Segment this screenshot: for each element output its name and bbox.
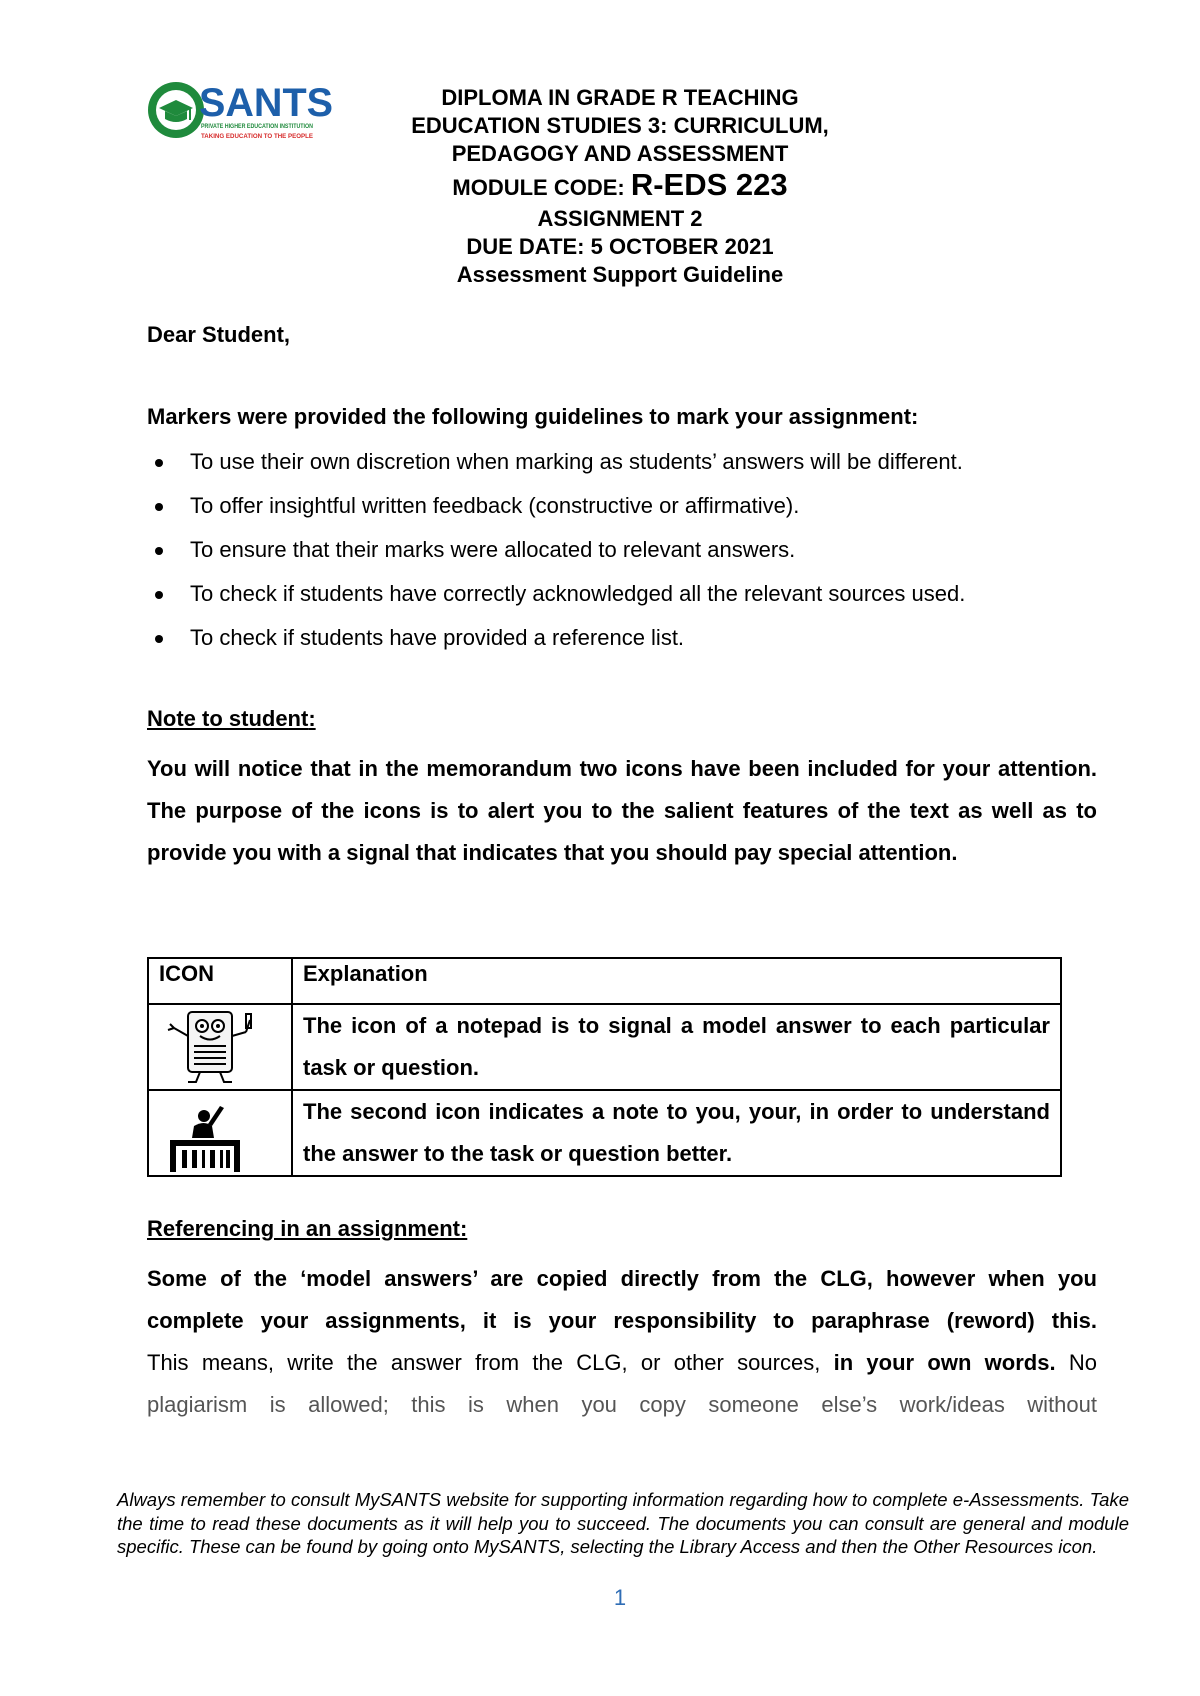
referencing-line: complete your assignments, it is your responsibility to paraphrase (reword) this. [147, 1308, 1097, 1333]
student-at-desk-icon [150, 1092, 270, 1174]
table-cell-icon [148, 1090, 292, 1176]
note-paragraph: You will notice that in the memorandum two icons have been included for your attention. The purpose of the icons is to alert you to the salient features of the text as well as to provide you with a signal that indicates that you should pay special attention. [147, 756, 1097, 865]
sants-logo [145, 78, 335, 148]
header-programme: DIPLOMA IN GRADE R TEACHING [441, 85, 799, 110]
logo-tagline-bottom: TAKING EDUCATION TO THE PEOPLE [201, 134, 313, 140]
header-module-code [330, 168, 910, 205]
table-cell-explanation: The icon of a notepad is to signal a model answer to each particular task or question. [292, 1004, 1061, 1090]
list-item [147, 624, 1097, 668]
bullet-icon [155, 503, 163, 511]
referencing-emphasis: in your own words. [833, 1350, 1056, 1375]
footer-note: Always remember to consult MySANTS website for supporting information regarding how to complete e-Assessments. Take the time to read these documents as it will help you to succeed. The documents you can consult are general and module specific. These can be found by going onto MySANTS, selecting the Library Access and then the Other Resources icon. [117, 1489, 1129, 1557]
table-header-icon: ICON [148, 958, 292, 1004]
referencing-heading: Referencing in an assignment: [147, 1216, 468, 1241]
table-cell-icon [148, 1004, 292, 1090]
header-assignment: ASSIGNMENT 2 [537, 206, 703, 231]
referencing-line-text: This means, write the answer from the CLG, or other sources, [147, 1350, 834, 1375]
bullet-icon [155, 459, 163, 467]
list-item [147, 448, 1097, 492]
list-item [147, 580, 1097, 624]
bullet-icon [155, 635, 163, 643]
greeting: Dear Student, [147, 322, 291, 347]
list-item-text: To check if students have provided a reference list. [190, 625, 685, 650]
module-code-label: MODULE CODE: [452, 175, 631, 200]
logo-wordmark: SANTS [199, 81, 333, 125]
header-guideline: Assessment Support Guideline [456, 262, 784, 287]
note-heading-text: Note to student [147, 706, 309, 731]
referencing-line: Some of the ‘model answers’ are copied directly from the CLG, however when you [147, 1266, 1097, 1291]
referencing-line-text: No [1055, 1350, 1097, 1375]
table-header-row [148, 958, 1061, 1004]
logo-tagline-top: PRIVATE HIGHER EDUCATION INSTITUTION [201, 124, 313, 130]
table-cell-explanation: The second icon indicates a note to you, your, in order to understand the answer to the task or question better. [292, 1090, 1061, 1176]
guidelines-list [147, 448, 1097, 668]
header-due-date: DUE DATE: 5 OCTOBER 2021 [466, 234, 774, 259]
page-number: 1 [613, 1585, 627, 1610]
list-item-text: To ensure that their marks were allocated to relevant answers. [190, 537, 796, 562]
document-header [330, 84, 910, 289]
icon-explanation-table [147, 957, 1062, 1177]
sants-logo-graphic [145, 78, 335, 148]
table-header-explanation: Explanation [292, 958, 1061, 1004]
table-row [148, 1004, 1061, 1090]
referencing-line [147, 1342, 1097, 1384]
bullet-icon [155, 591, 163, 599]
list-item [147, 492, 1097, 536]
header-module-title-1: EDUCATION STUDIES 3: CURRICULUM, [411, 113, 829, 138]
note-heading [147, 706, 1097, 732]
bullet-icon [155, 547, 163, 555]
markers-intro: Markers were provided the following guidelines to mark your assignment: [147, 404, 919, 429]
note-heading-colon: : [308, 706, 316, 731]
module-code-value: R-EDS 223 [630, 167, 788, 202]
referencing-paragraph [147, 1258, 1097, 1426]
list-item-text: To check if students have correctly acknowledged all the relevant sources used. [190, 581, 966, 606]
referencing-line: plagiarism is allowed; this is when you copy someone else’s work/ideas without [147, 1392, 1097, 1417]
notepad-character-icon [150, 1006, 270, 1088]
table-row [148, 1090, 1061, 1176]
list-item-text: To offer insightful written feedback (constructive or affirmative). [190, 493, 800, 518]
list-item [147, 536, 1097, 580]
header-module-title-2: PEDAGOGY AND ASSESSMENT [451, 141, 789, 166]
list-item-text: To use their own discretion when marking as students’ answers will be different. [190, 449, 963, 474]
